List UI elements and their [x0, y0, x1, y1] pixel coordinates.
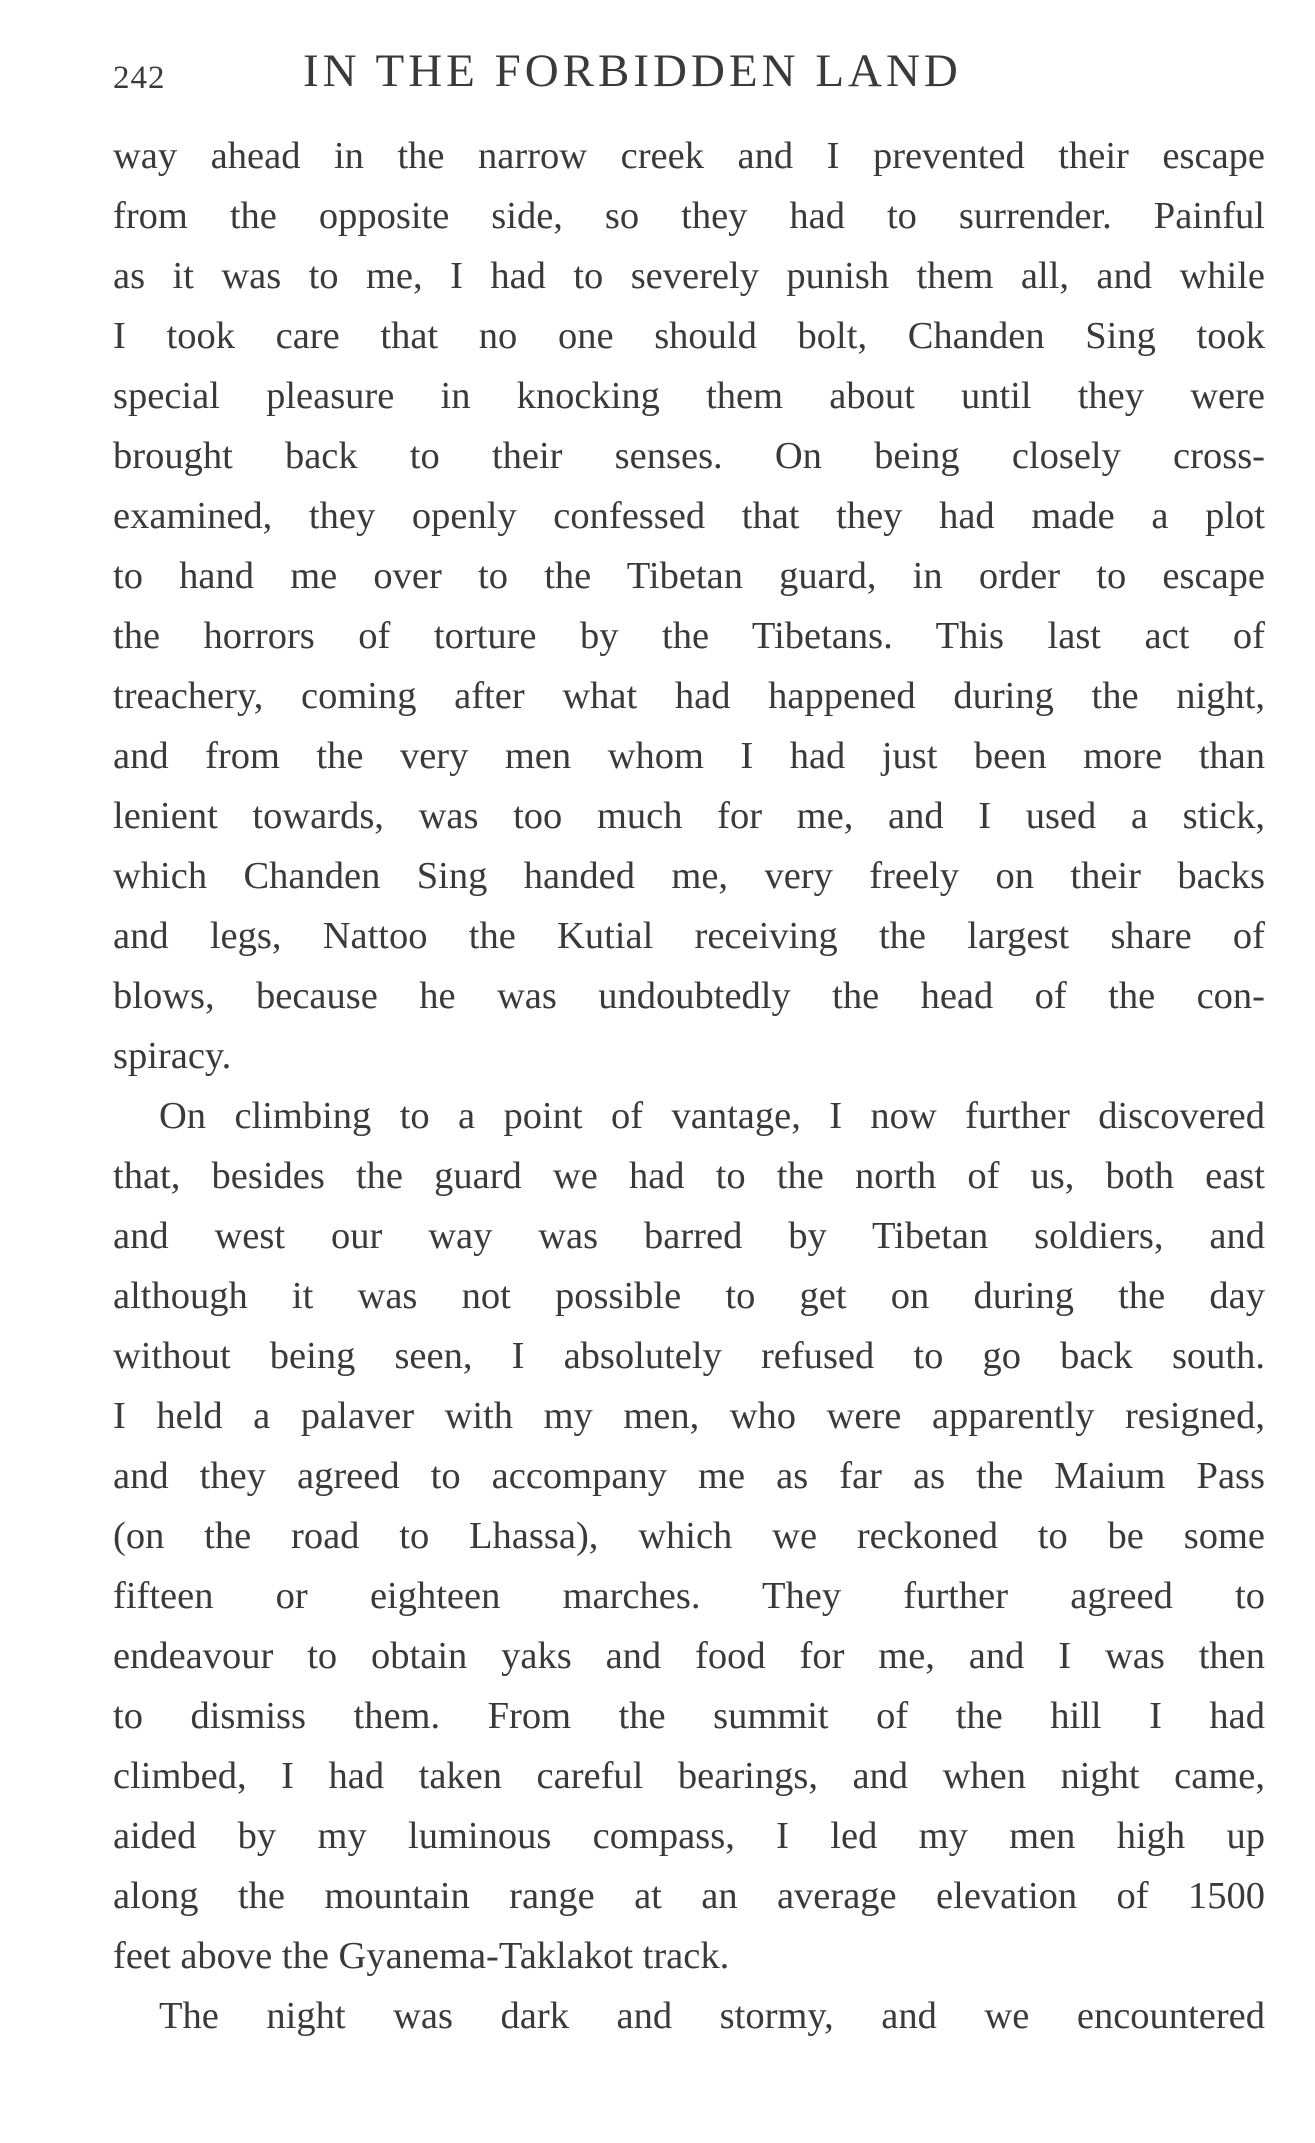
text-line: spiracy.	[113, 1035, 232, 1077]
text-line: without being seen, I absolutely refused to go back south.	[113, 1335, 1265, 1377]
text-line: blows, because he was undoubtedly the head of the con-	[113, 975, 1265, 1017]
text-line: which Chanden Sing handed me, very freely on their backs	[113, 855, 1265, 897]
paragraph-start-line: The night was dark and stormy, and we encountered	[159, 1995, 1265, 2037]
paragraph-start-line: On climbing to a point of vantage, I now further discovered	[159, 1095, 1265, 1137]
text-line: climbed, I had taken careful bearings, and when night came,	[113, 1755, 1265, 1797]
text-line: to hand me over to the Tibetan guard, in order to escape	[113, 555, 1265, 597]
page-number: 242	[113, 60, 166, 96]
text-line: although it was not possible to get on during the day	[113, 1275, 1265, 1317]
text-line: to dismiss them. From the summit of the hill I had	[113, 1695, 1265, 1737]
text-line: that, besides the guard we had to the north of us, both east	[113, 1155, 1265, 1197]
text-line: and from the very men whom I had just been more than	[113, 735, 1265, 777]
text-line: lenient towards, was too much for me, and I used a stick,	[113, 795, 1265, 837]
text-line: from the opposite side, so they had to surrender. Painful	[113, 195, 1265, 237]
body-text	[113, 126, 1265, 2046]
text-line: examined, they openly confessed that they had made a plot	[113, 495, 1265, 537]
text-line: brought back to their senses. On being closely cross-	[113, 435, 1265, 477]
text-line: as it was to me, I had to severely punish them all, and while	[113, 255, 1265, 297]
text-line: treachery, coming after what had happened during the night,	[113, 675, 1265, 717]
text-line: aided by my luminous compass, I led my men high up	[113, 1815, 1265, 1857]
text-line: and legs, Nattoo the Kutial receiving the largest share of	[113, 915, 1265, 957]
text-line: feet above the Gyanema-Taklakot track.	[113, 1935, 730, 1977]
text-line: the horrors of torture by the Tibetans. This last act of	[113, 615, 1265, 657]
running-head: IN THE FORBIDDEN LAND	[303, 45, 962, 97]
text-line: I took care that no one should bolt, Chanden Sing took	[113, 315, 1265, 357]
text-line: fifteen or eighteen marches. They further agreed to	[113, 1575, 1265, 1617]
text-line: and they agreed to accompany me as far as the Maium Pass	[113, 1455, 1265, 1497]
page-header	[113, 44, 1263, 104]
text-line: way ahead in the narrow creek and I prevented their escape	[113, 135, 1265, 177]
text-line: special pleasure in knocking them about until they were	[113, 375, 1265, 417]
text-line: along the mountain range at an average elevation of 1500	[113, 1875, 1265, 1917]
text-line: I held a palaver with my men, who were apparently resigned,	[113, 1395, 1265, 1437]
text-line: (on the road to Lhassa), which we reckoned to be some	[113, 1515, 1265, 1557]
text-line: and west our way was barred by Tibetan soldiers, and	[113, 1215, 1265, 1257]
text-line: endeavour to obtain yaks and food for me, and I was then	[113, 1635, 1265, 1677]
